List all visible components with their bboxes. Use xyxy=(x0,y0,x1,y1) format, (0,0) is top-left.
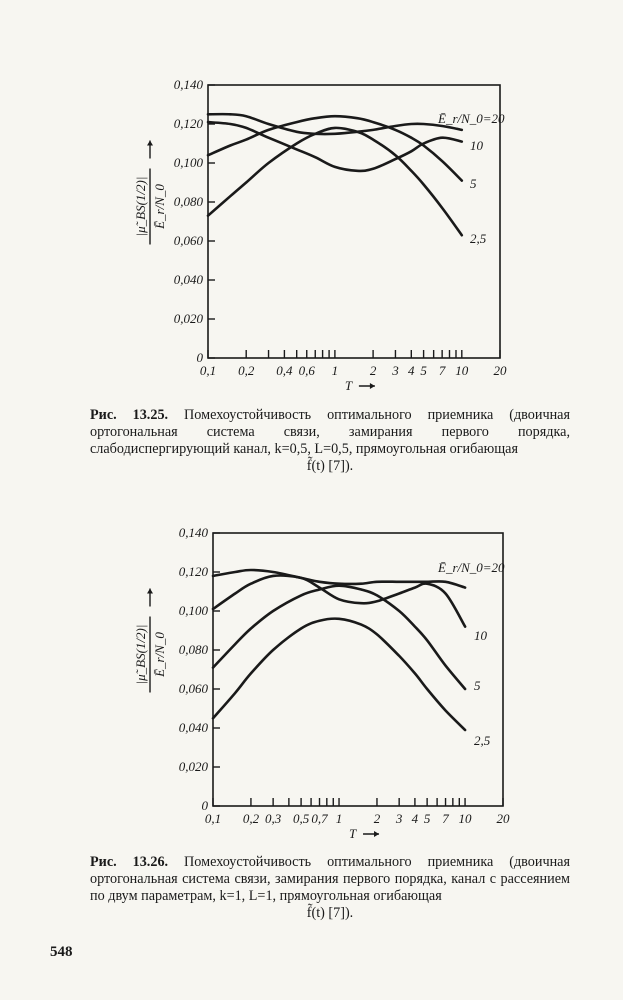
x-axis-arrowhead xyxy=(374,831,379,837)
x-tick-label: 0,3 xyxy=(265,811,282,826)
x-tick-label: 2 xyxy=(373,811,381,826)
y-tick-label: 0,080 xyxy=(178,642,208,657)
x-tick-label: 10 xyxy=(458,811,472,826)
x-axis-label: T xyxy=(349,826,357,841)
caption-body: Помехоустойчивость оптимального приемника (двоичная ортогональная система связи, замирания первого порядка, слабодиспергирующий канал, k=0,5, L=0,5, прямоугольная огибающая xyxy=(90,407,571,457)
x-tick-label: 3 xyxy=(392,363,399,378)
x-tick-label: 1 xyxy=(335,811,343,826)
x-tick-label: 0,2 xyxy=(238,363,255,378)
y-axis-label-numerator: |μ̃_BS(1/2)| xyxy=(133,624,148,685)
curve-end-label: 2,5 xyxy=(474,733,491,748)
curve-end-label: 2,5 xyxy=(470,231,487,246)
y-axis-label-numerator: |μ̃_BS(1/2)| xyxy=(133,176,148,237)
caption-number: Рис. 13.25. xyxy=(90,407,169,423)
y-axis-label-denominator: Ē_r/N_0 xyxy=(152,632,167,677)
curve-end-label: 10 xyxy=(470,138,483,153)
y-tick-label: 0,120 xyxy=(178,564,208,579)
x-tick-label: 4 xyxy=(411,811,419,826)
x-tick-label: 10 xyxy=(455,363,469,378)
x-tick-label: 4 xyxy=(408,363,415,378)
curve-end-label: 10 xyxy=(474,628,487,643)
x-tick-label: 0,5 xyxy=(292,811,310,826)
y-tick-label: 0,060 xyxy=(178,681,208,696)
x-tick-label: 0,1 xyxy=(199,363,217,378)
y-axis-arrowhead xyxy=(147,589,153,594)
x-tick-label: 0,2 xyxy=(242,811,260,826)
caption-tail: f̃(t) [7]). xyxy=(306,458,354,474)
x-axis-label: T xyxy=(344,378,353,393)
y-tick-label: 0,140 xyxy=(178,525,208,540)
y-tick-label: 0,020 xyxy=(173,311,203,326)
x-tick-label: 0,6 xyxy=(298,363,315,378)
x-tick-label: 5 xyxy=(420,363,427,378)
x-tick-label: 0,7 xyxy=(311,811,328,826)
curve-end-label: 5 xyxy=(470,176,477,191)
x-tick-label: 2 xyxy=(369,363,377,378)
x-tick-label: 5 xyxy=(423,811,431,826)
figure-13-25-caption xyxy=(90,407,570,475)
legend-title: Ē_r/N_0=20 xyxy=(438,111,505,126)
y-tick-label: 0,040 xyxy=(178,720,208,735)
y-tick-label: 0,060 xyxy=(173,233,203,248)
y-tick-label: 0,080 xyxy=(173,194,203,209)
y-tick-label: 0,140 xyxy=(173,77,203,92)
y-tick-label: 0,020 xyxy=(178,759,208,774)
y-tick-label: 0,100 xyxy=(173,155,203,170)
x-tick-label: 3 xyxy=(395,811,403,826)
figure-13-26-caption xyxy=(90,854,570,922)
caption-tail: f̃(t) [7]). xyxy=(306,905,354,921)
y-tick-label: 0 xyxy=(201,798,208,813)
legend-title: Ē_r/N_0=20 xyxy=(438,560,505,575)
y-axis-label xyxy=(133,589,167,693)
caption-body: Помехоустойчивость оптимального приемника (двоичная ортогональная система связи, замирания первого порядка, канал с рассеянием по двум параметрам, k=1, L=1, прямоугольная огибающая xyxy=(90,854,571,904)
x-tick-label: 7 xyxy=(442,811,449,826)
x-tick-label: 20 xyxy=(496,811,510,826)
caption-number: Рис. 13.26. xyxy=(90,854,169,870)
y-axis-label-denominator: Ē_r/N_0 xyxy=(152,184,167,229)
y-tick-label: 0,100 xyxy=(178,603,208,618)
x-tick-label: 7 xyxy=(438,363,446,378)
page-number: 548 xyxy=(50,944,73,960)
curve-series-2-5 xyxy=(213,619,465,730)
x-tick-label: 0,1 xyxy=(204,811,222,826)
x-tick-label: 0,4 xyxy=(276,363,293,378)
curve-end-label: 5 xyxy=(474,678,481,693)
x-tick-label: 20 xyxy=(493,363,507,378)
x-tick-label: 1 xyxy=(331,363,339,378)
y-tick-label: 0,120 xyxy=(173,116,203,131)
y-tick-label: 0 xyxy=(196,350,203,365)
y-tick-label: 0,040 xyxy=(173,272,203,287)
